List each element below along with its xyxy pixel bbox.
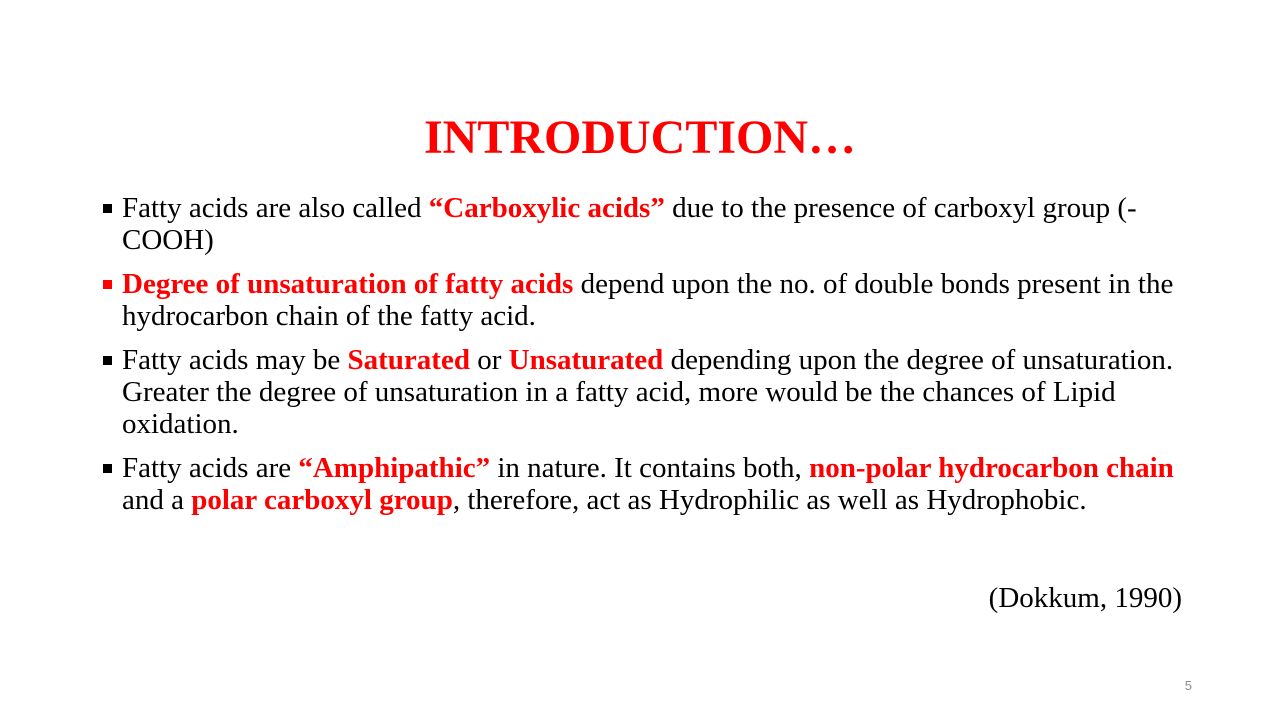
- bullet-text: Fatty acids may be: [122, 344, 348, 376]
- page-number: 5: [1184, 678, 1192, 693]
- bullet-list: [100, 192, 1180, 528]
- square-bullet-icon: [103, 356, 112, 365]
- highlighted-text: “Amphipathic”: [298, 452, 491, 484]
- highlighted-text: Unsaturated: [508, 344, 664, 376]
- square-bullet-icon: [103, 464, 112, 473]
- bullet-text: , therefore, act as Hydrophilic as well as Hydrophobic.: [452, 484, 1087, 516]
- bullet-item: [100, 268, 1180, 332]
- highlighted-text: non-polar hydrocarbon chain: [809, 452, 1174, 484]
- highlighted-text: Saturated: [347, 344, 470, 376]
- highlighted-text: “Carboxylic acids”: [428, 192, 665, 224]
- square-bullet-icon: [103, 204, 112, 213]
- bullet-text: depend upon the no. of double bonds present in the hydrocarbon chain of the fatty acid.: [122, 268, 1174, 332]
- bullet-text: in nature. It contains both,: [490, 452, 810, 484]
- bullet-item: [100, 192, 1180, 256]
- highlighted-text: polar carboxyl group: [191, 484, 453, 516]
- square-bullet-icon: [103, 280, 112, 289]
- bullet-item: [100, 452, 1180, 516]
- slide-title: INTRODUCTION…: [423, 111, 857, 165]
- bullet-text: Fatty acids are: [122, 452, 299, 484]
- bullet-item: [100, 344, 1180, 440]
- bullet-text: or: [469, 344, 509, 376]
- bullet-text: Fatty acids are also called: [122, 192, 429, 224]
- bullet-text: depending upon the degree of unsaturation. Greater the degree of unsaturation in a fatty acid, more would be the chances of Lipid oxidation.: [122, 344, 1174, 440]
- bullet-text: due to the presence of carboxyl group (-COOH): [122, 192, 1137, 256]
- citation: (Dokkum, 1990): [988, 582, 1182, 614]
- highlighted-text: Degree of unsaturation of fatty acids: [122, 268, 574, 300]
- bullet-text: and a: [122, 484, 192, 516]
